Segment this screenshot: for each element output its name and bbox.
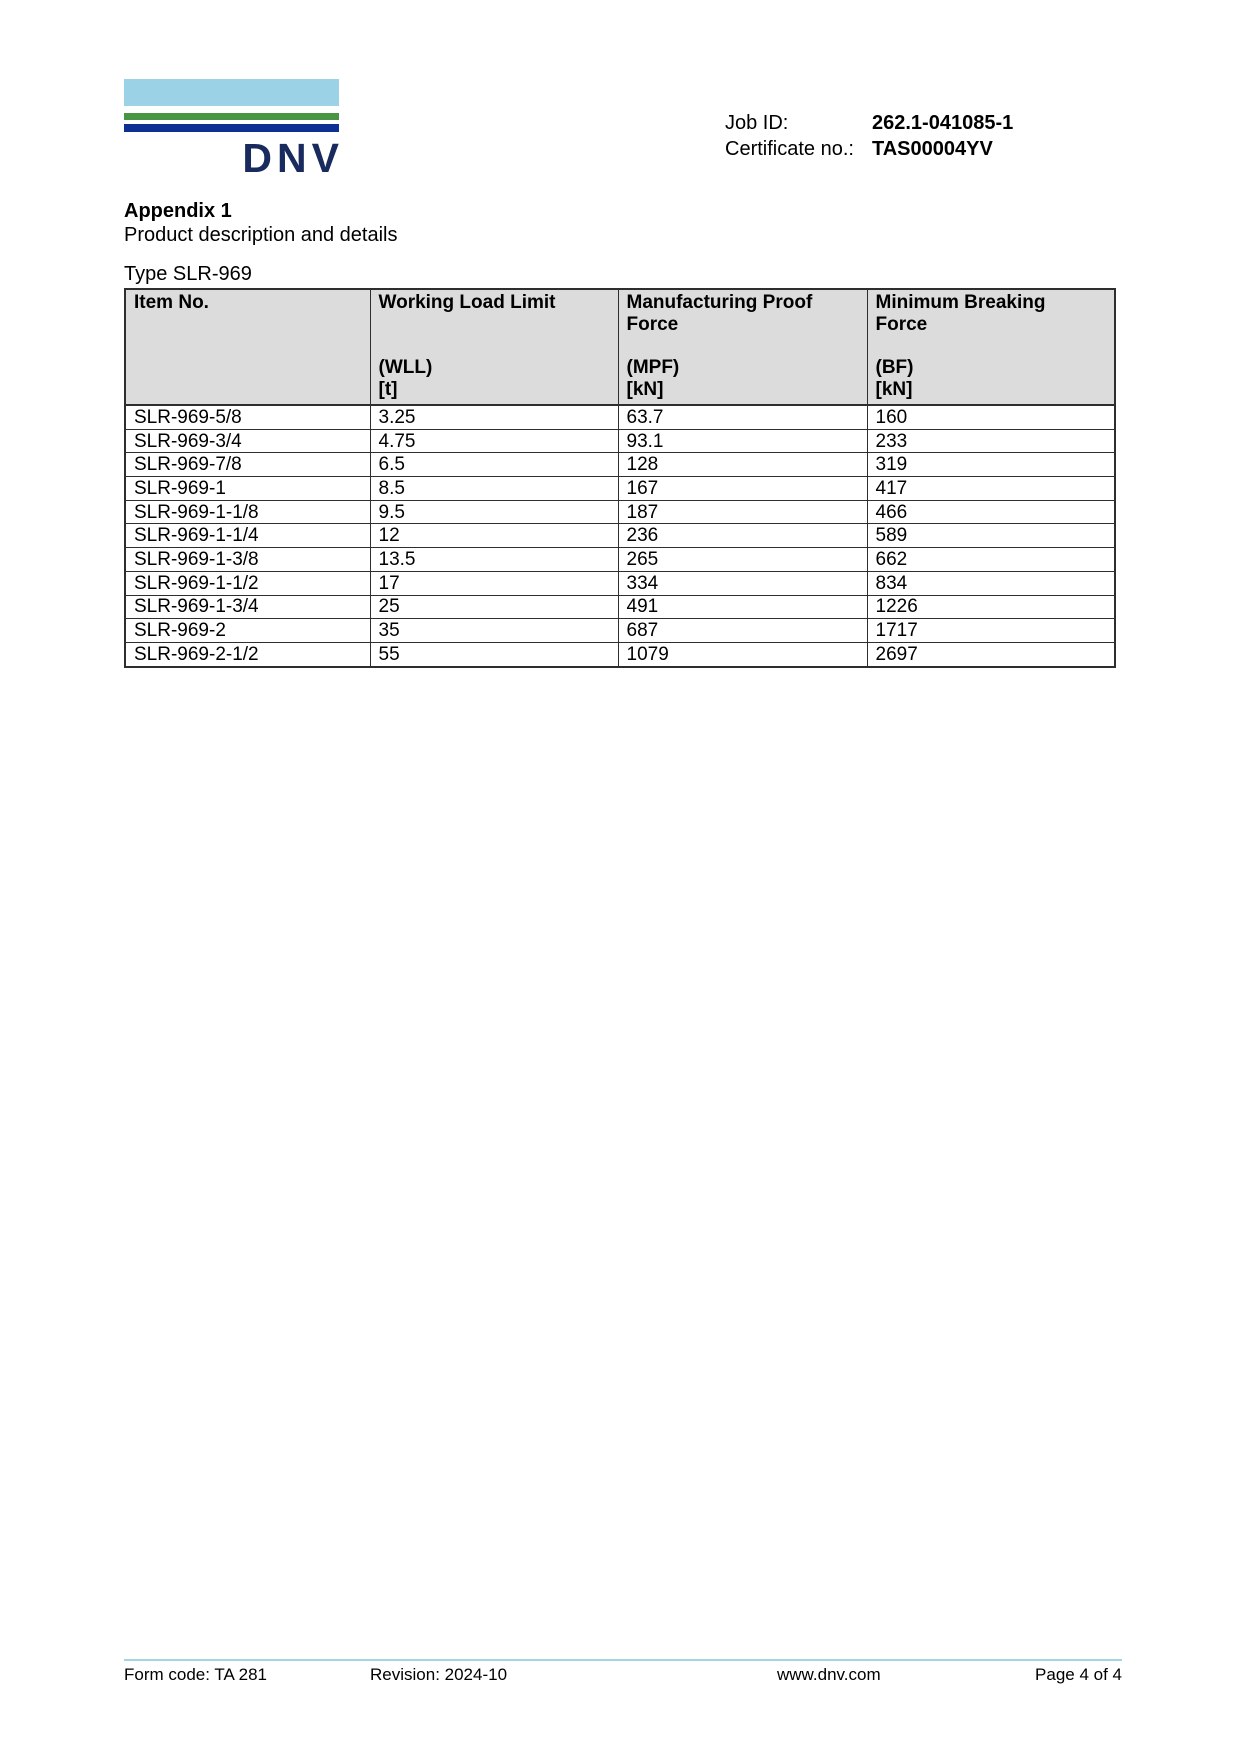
table-cell: 834 <box>867 571 1115 595</box>
col-unit: [t] <box>378 378 398 400</box>
table-row <box>125 524 1115 548</box>
table-header-row <box>125 289 1115 405</box>
table-cell: 3.25 <box>370 405 618 429</box>
col-units <box>379 357 612 400</box>
col-abbr: (WLL) <box>378 357 433 378</box>
footer-revision: Revision: 2024-10 <box>370 1665 508 1684</box>
page-footer <box>0 1665 1239 1685</box>
logo-bar-green <box>124 113 339 120</box>
table-cell: SLR-969-5/8 <box>125 405 370 429</box>
logo-bar-light-blue <box>124 79 339 106</box>
col-name: Manufacturing Proof Force <box>626 292 813 335</box>
col-name: Item No. <box>134 292 209 313</box>
table-cell: 1226 <box>867 595 1115 619</box>
table-cell: 417 <box>867 477 1115 501</box>
footer-website: www.dnv.com <box>777 1665 881 1684</box>
product-type-label: Type SLR-969 <box>124 263 252 285</box>
col-header-mpf <box>618 289 867 405</box>
job-id-value: 262.1-041085-1 <box>872 112 1014 134</box>
table-cell: 12 <box>370 524 618 548</box>
table-cell: 25 <box>370 595 618 619</box>
dnv-logo-text: DNV <box>242 135 344 181</box>
table-row <box>125 429 1115 453</box>
table-row <box>125 453 1115 477</box>
table-cell: 187 <box>618 500 867 524</box>
col-name: Minimum Breaking Force <box>875 292 1046 335</box>
table-cell: 319 <box>867 453 1115 477</box>
dnv-logo <box>124 79 344 181</box>
certificate-no-row <box>725 136 1013 162</box>
job-id-label: Job ID: <box>725 112 789 134</box>
table-row <box>125 571 1115 595</box>
col-header-bf <box>867 289 1115 405</box>
table-row <box>125 500 1115 524</box>
table-row <box>125 619 1115 643</box>
table-cell: SLR-969-1-1/2 <box>125 571 370 595</box>
table-cell: 6.5 <box>370 453 618 477</box>
table-cell: SLR-969-1 <box>125 477 370 501</box>
table-cell: 1079 <box>618 642 867 666</box>
table-cell: 334 <box>618 571 867 595</box>
appendix-heading-block <box>124 199 398 247</box>
table-cell: 1717 <box>867 619 1115 643</box>
col-header-wll <box>370 289 618 405</box>
table-cell: SLR-969-2-1/2 <box>125 642 370 666</box>
footer-form-code: Form code: TA 281 <box>124 1665 267 1684</box>
col-header-item-no <box>125 289 370 405</box>
col-abbr: (MPF) <box>626 357 680 378</box>
table-cell: SLR-969-3/4 <box>125 429 370 453</box>
col-abbr: (BF) <box>875 357 914 378</box>
table-cell: 9.5 <box>370 500 618 524</box>
table-cell: 93.1 <box>618 429 867 453</box>
table-cell: 687 <box>618 619 867 643</box>
table-cell: 466 <box>867 500 1115 524</box>
table-cell: 233 <box>867 429 1115 453</box>
table-cell: SLR-969-7/8 <box>125 453 370 477</box>
table-cell: 55 <box>370 642 618 666</box>
appendix-subtitle: Product description and details <box>124 224 398 246</box>
appendix-title: Appendix 1 <box>124 200 232 222</box>
footer-divider <box>124 1659 1122 1661</box>
certificate-no-value: TAS00004YV <box>872 138 993 160</box>
col-unit: [kN] <box>626 378 664 400</box>
table-cell: 2697 <box>867 642 1115 666</box>
table-header <box>125 289 1115 405</box>
certificate-no-label: Certificate no.: <box>725 138 854 160</box>
certificate-meta <box>725 110 1013 162</box>
logo-bar-navy <box>124 124 339 132</box>
table-row <box>125 405 1115 429</box>
table-cell: 236 <box>618 524 867 548</box>
table-row <box>125 477 1115 501</box>
table-cell: 265 <box>618 548 867 572</box>
table-body <box>125 405 1115 667</box>
table-row <box>125 595 1115 619</box>
col-unit: [kN] <box>875 378 913 400</box>
table-cell: 589 <box>867 524 1115 548</box>
footer-page-number: Page 4 of 4 <box>1035 1665 1122 1684</box>
table-cell: SLR-969-1-1/8 <box>125 500 370 524</box>
table-cell: 17 <box>370 571 618 595</box>
table-cell: 63.7 <box>618 405 867 429</box>
table-cell: 4.75 <box>370 429 618 453</box>
table-cell: SLR-969-1-3/4 <box>125 595 370 619</box>
table-cell: 160 <box>867 405 1115 429</box>
table-cell: SLR-969-2 <box>125 619 370 643</box>
table-cell: 8.5 <box>370 477 618 501</box>
table-cell: SLR-969-1-3/8 <box>125 548 370 572</box>
table-cell: SLR-969-1-1/4 <box>125 524 370 548</box>
col-name: Working Load Limit <box>378 292 556 313</box>
table-cell: 662 <box>867 548 1115 572</box>
table-row <box>125 548 1115 572</box>
table-cell: 13.5 <box>370 548 618 572</box>
col-units <box>627 357 861 400</box>
product-spec-table <box>124 288 1116 668</box>
table-cell: 491 <box>618 595 867 619</box>
col-units <box>876 357 1109 400</box>
table-cell: 35 <box>370 619 618 643</box>
job-id-row <box>725 110 1013 136</box>
table-cell: 167 <box>618 477 867 501</box>
table-cell: 128 <box>618 453 867 477</box>
table-row <box>125 642 1115 666</box>
